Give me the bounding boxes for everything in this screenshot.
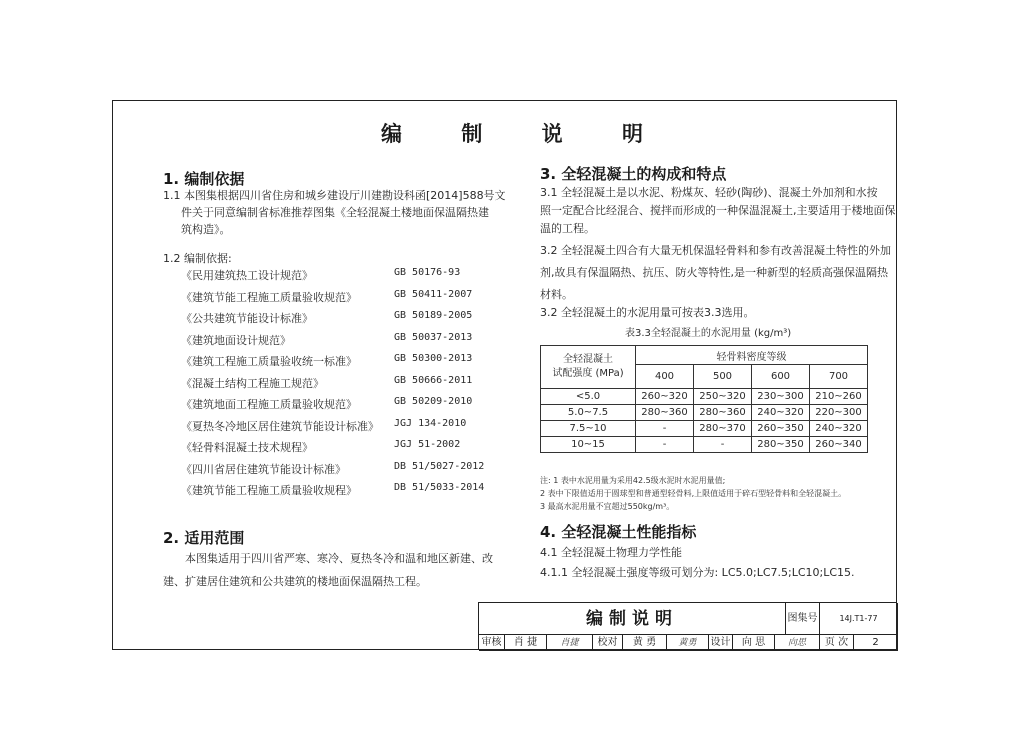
standard-name: 《夏热冬冷地区居住建筑节能设计标准》 [181,419,379,433]
table-cell: 240~320 [752,405,810,421]
table-cell: 280~370 [694,421,752,437]
table-cell: 260~350 [752,421,810,437]
table-cell: 250~320 [694,389,752,405]
standard-code: GB 50411-2007 [394,288,473,300]
section3-line: 材料。 [540,288,573,301]
section4-heading: 4. 全轻混凝土性能指标 [540,523,697,541]
table-caption: 表3.3全轻混凝土的水泥用量 (kg/m³) [625,328,792,339]
standard-name: 《建筑地面设计规范》 [181,333,291,347]
column-header: 400 [636,365,694,389]
design-signature: 向思 [775,635,820,651]
table-cell: 280~360 [694,405,752,421]
standard-name: 《混凝土结构工程施工规范》 [181,376,324,390]
table-cell: 230~300 [752,389,810,405]
table-cell: 260~340 [810,437,868,453]
section3-line: 照一定配合比经混合、搅拌而形成的一种保温混凝土,主要适用于楼地面保 [540,204,896,217]
section4-line: 4.1 全轻混凝土物理力学性能 [540,546,682,559]
note-line: 3 最高水泥用量不宜超过550kg/m³。 [540,502,675,511]
row-label: 7.5~10 [541,421,636,437]
standard-code: JGJ 134-2010 [394,417,467,429]
section2-heading: 2. 适用范围 [163,529,245,547]
table-cell: 220~300 [810,405,868,421]
section2-body [163,547,493,593]
note-line: 注: 1 表中水泥用量为采用42.5级水泥时水泥用量值; [540,476,726,485]
table-cell: - [636,437,694,453]
column-header: 600 [752,365,810,389]
review-name: 肖 捷 [505,635,547,651]
table-cell: 280~350 [752,437,810,453]
table-cell: 260~320 [636,389,694,405]
section3-heading: 3. 全轻混凝土的构成和特点 [540,165,727,183]
section2-line: 本图集适用于四川省严寒、寒冷、夏热冬冷和温和地区新建、改 [185,552,493,565]
section3-body [540,184,896,322]
column-header: 700 [810,365,868,389]
section4-body [540,543,855,583]
standard-code: GB 50666-2011 [394,374,473,386]
section1-heading: 1. 编制依据 [163,170,245,188]
page-label: 页 次 [820,635,854,651]
table-row [541,405,868,421]
standard-name: 《建筑工程施工质量验收统一标准》 [181,355,357,368]
standard-name: 《轻骨料混凝土技术规程》 [181,441,313,454]
title-block [478,602,897,650]
table-cell: 280~360 [636,405,694,421]
page-number: 2 [854,635,898,651]
page-title: 编 制 说 明 [381,122,669,146]
standard-code: GB 50300-2013 [394,353,473,364]
check-name: 黄 勇 [623,635,667,651]
standard-code: GB 50176-93 [394,267,461,278]
standard-code: GB 50037-2013 [394,331,473,343]
standard-name: 《四川省居住建筑节能设计标准》 [181,462,346,476]
standard-code: GB 50209-2010 [394,396,473,407]
group-header: 轻骨料密度等级 [636,346,868,365]
standard-name: 《建筑节能工程施工质量验收规范》 [181,290,357,304]
p11-line: 件关于同意编制省标准推荐图集《全轻混凝土楼地面保温隔热建 [181,206,489,219]
table-cell: - [636,421,694,437]
standard-code: JGJ 51-2002 [394,439,461,450]
check-label: 校对 [593,635,623,651]
atlas-label: 图集号 [786,603,820,635]
atlas-number: 14J.T1-77 [820,603,898,635]
section3-line: 3.1 全轻混凝土是以水泥、粉煤灰、轻砂(陶砂)、混凝土外加剂和水按 [540,186,878,199]
standard-code: DB 51/5027-2012 [394,460,485,472]
standard-code: GB 50189-2005 [394,310,473,321]
standard-code: DB 51/5033-2014 [394,482,485,493]
section3-line: 剂,故具有保温隔热、抗压、防火等特性,是一种新型的轻质高强保温隔热 [540,266,888,279]
standard-name: 《建筑地面工程施工质量验收规范》 [181,398,357,411]
column-header: 500 [694,365,752,389]
table-row [541,437,868,453]
table-cell: 210~260 [810,389,868,405]
design-label: 设计 [709,635,733,651]
standard-name: 《民用建筑热工设计规范》 [181,269,313,282]
row-label: 10~15 [541,437,636,453]
row-label: 5.0~7.5 [541,405,636,421]
section3-line: 温的工程。 [540,222,595,235]
table-cell: 240~320 [810,421,868,437]
section1-p11 [163,187,506,238]
section1-p12-heading: 1.2 编制依据: [163,252,232,265]
section3-line: 3.2 全轻混凝土四合有大量无机保温轻骨料和参有改善混凝土特性的外加 [540,244,891,257]
review-label: 审核 [479,635,505,651]
table-cell: - [694,437,752,453]
section2-line: 建、扩建居住建筑和公共建筑的楼地面保温隔热工程。 [163,575,427,588]
standard-name: 《公共建筑节能设计标准》 [181,312,313,325]
review-signature: 肖捷 [547,635,593,651]
title-block-title: 编制说明 [479,603,786,635]
p11-line: 筑构造》。 [181,223,231,236]
table-notes [540,474,846,513]
row-label: <5.0 [541,389,636,405]
corner-line: 全轻混凝土 [563,354,613,365]
table-row [541,421,868,437]
cement-table [540,345,868,453]
p11-line: 1.1 本图集根据四川省住房和城乡建设厅川建勘设科函[2014]588号文 [163,189,506,202]
section4-line: 4.1.1 全轻混凝土强度等级可划分为: LC5.0;LC7.5;LC10;LC15. [540,566,855,579]
check-signature: 黄勇 [667,635,709,651]
table-row [541,389,868,405]
note-line: 2 表中下限值适用于圆球型和普通型轻骨料,上限值适用于碎石型轻骨料和全轻混凝土。 [540,489,847,498]
table-corner [541,346,636,389]
section3-line: 3.2 全轻混凝土的水泥用量可按表3.3选用。 [540,306,755,319]
standard-name: 《建筑节能工程施工质量验收规程》 [181,484,357,497]
corner-line: 试配强度 (MPa) [552,368,624,379]
design-name: 向 思 [733,635,775,651]
